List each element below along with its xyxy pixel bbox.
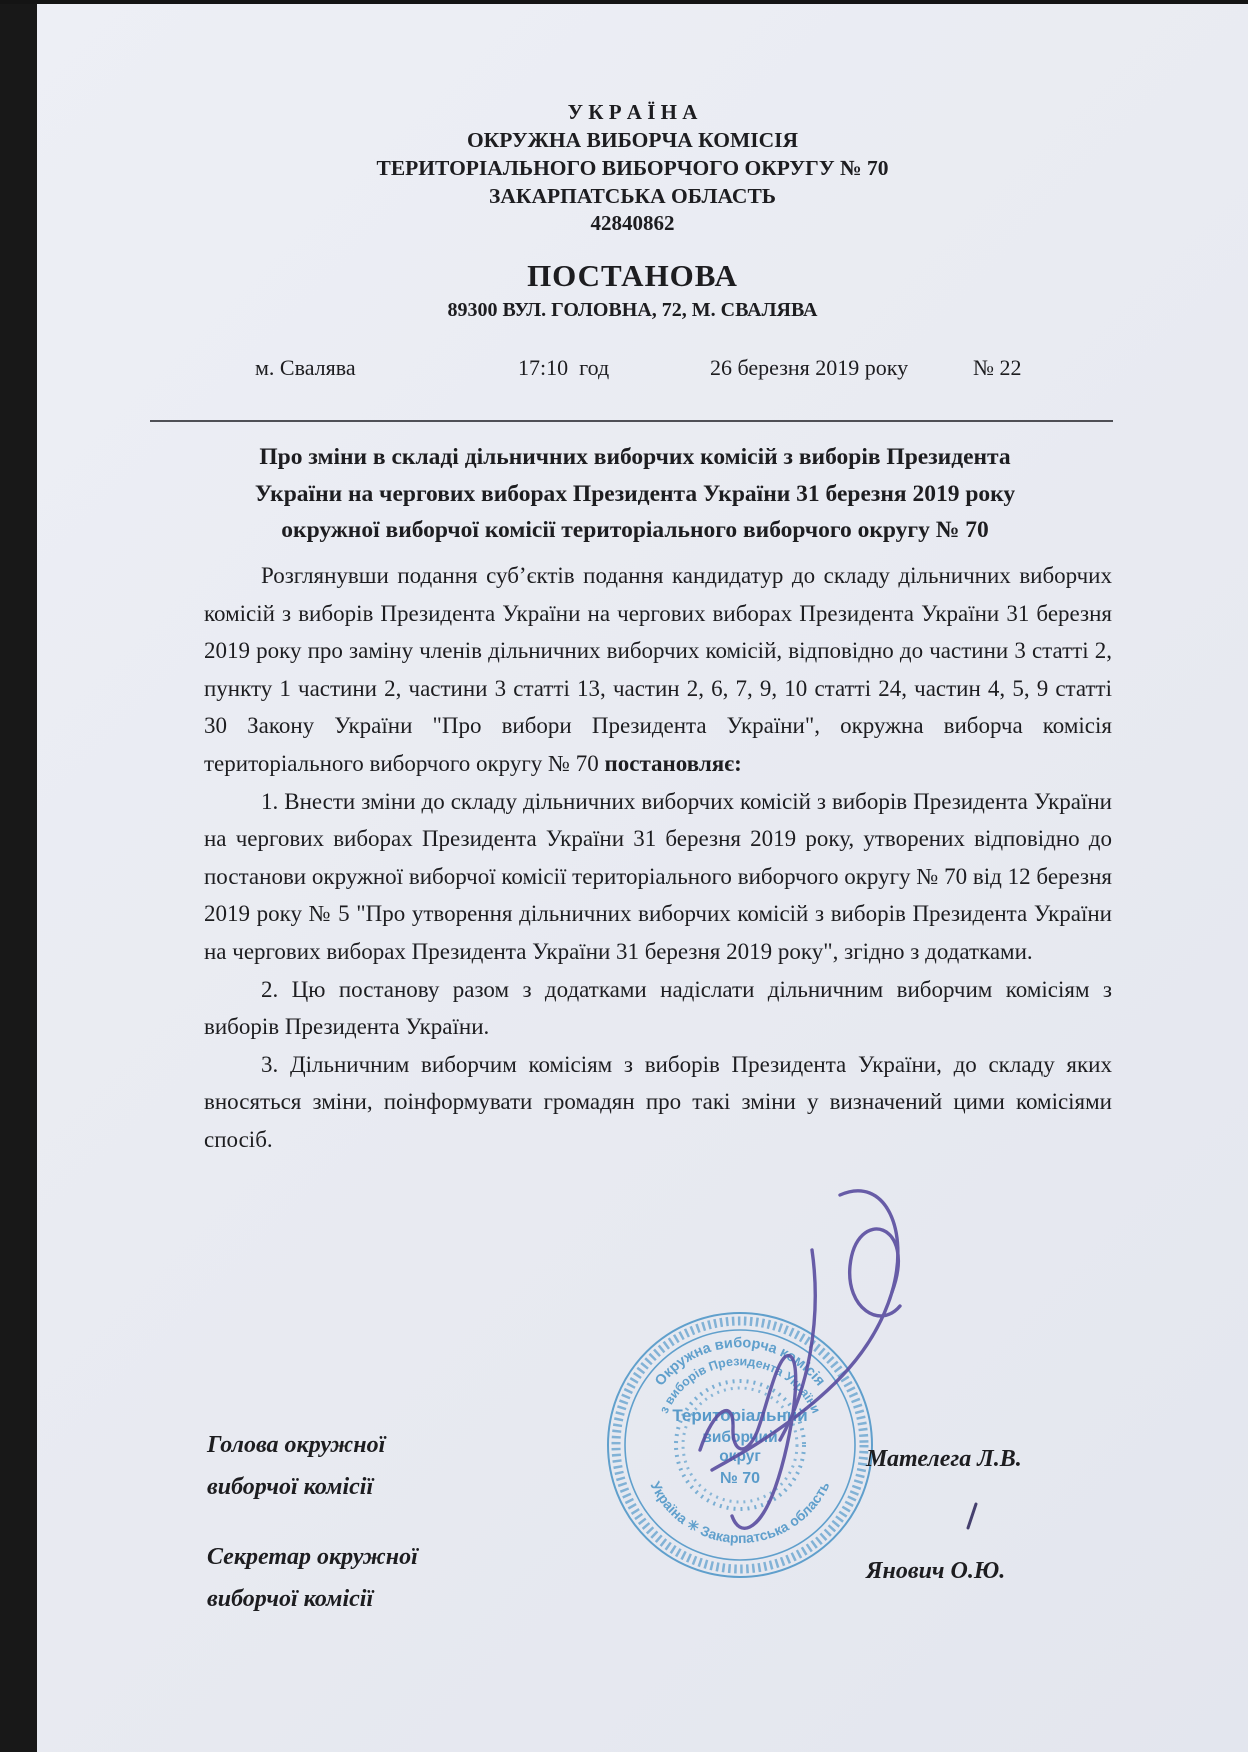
sig1-role-line1: Голова окружної	[207, 1432, 386, 1458]
stamp-center-line1: Територіальний	[672, 1406, 808, 1425]
subject-title-line2: України на чергових виборах Президента України 31 березня 2019 року	[254, 480, 1016, 507]
resolves-word: постановляє:	[604, 750, 742, 776]
resolution-item-1: 1. Внести зміни до складу дільничних виборчих комісій з виборів Президента України на чергових виборах Президента України 31 березня 2019 року, утворених відповідно до постанови окружної виборчої комісії територіального виборчого округу № 70 від 12 березня 2019 року № 5 "Про утворення дільничних виборчих комісій з виборів Президента України на чергових виборах Президента України 31 березня 2019 року", згідно з додатками.	[204, 788, 1112, 964]
subject-title-line3: окружної виборчої комісії територіального виборчого округу № 70	[281, 517, 989, 544]
signature-stroke-loop	[850, 1229, 900, 1316]
meta-place: м. Свалява	[255, 355, 356, 380]
subject-title-line1: Про зміни в складі дільничних виборчих комісій з виборів Президента	[259, 444, 1011, 470]
stamp-ring-text-top: Окружна виборча комісія	[652, 1335, 829, 1390]
stamp-center-line2: виборчий	[702, 1429, 778, 1446]
letterhead-country: У К Р А Ї Н А	[567, 100, 698, 124]
scan-edge-left	[0, 0, 37, 1752]
meta-date: 26 березня 2019 року	[710, 355, 909, 380]
letterhead-address: 89300 ВУЛ. ГОЛОВНА, 72, М. СВАЛЯВА	[447, 299, 818, 321]
document-body	[204, 557, 1112, 1159]
sig1-name: Мателега Л.В.	[866, 1446, 1022, 1472]
subject-title	[168, 439, 1102, 549]
stamp-center-line3: округ	[719, 1448, 761, 1465]
sig2-name: Янович О.Ю.	[866, 1558, 1006, 1584]
signature-tick-mark	[968, 1504, 976, 1528]
stamp-center-line4: № 70	[719, 1470, 761, 1487]
resolution-item-2: 2. Цю постанову разом з додатками надіслати дільничним виборчим комісіям з виборів Президента України.	[204, 976, 1112, 1040]
preamble-text: Розглянувши подання суб’єктів подання кандидатур до складу дільничних виборчих комісій з виборів Президента України на чергових виборах Президента України 31 березня 2019 року про заміну членів дільничних виборчих комісій, відповідно до частини 3 статті 2, пункту 1 частини 2, частини 3 статті 13, частин 2, 6, 7, 9, 10 статті 24, частин 4, 5, 9 статті 30 Закону України "Про вибори Президента України", окружна виборча комісія територіального виборчого округу № 70	[204, 563, 1112, 776]
sig1-role-line2: виборчої комісії	[207, 1474, 374, 1500]
stamp-ring-text-bottom: Україна ✳ Закарпатська область	[647, 1478, 833, 1547]
signature-stroke-descender	[780, 1250, 815, 1440]
resolution-item-3: 3. Дільничним виборчим комісіям з виборів Президента України, до складу яких вносяться зміни, поінформувати громадян про такі зміни у визначений цими комісіями спосіб.	[204, 1051, 1112, 1152]
stamp-ring-text-top2: з виборів Президента України	[656, 1354, 824, 1416]
signature-stroke-flourish	[700, 1356, 796, 1529]
signature-stroke-main	[712, 1191, 898, 1470]
letterhead-code: 42840862	[590, 211, 675, 235]
letterhead-region: ЗАКАРПАТСЬКА ОБЛАСТЬ	[488, 184, 777, 208]
document-type-title: ПОСТАНОВА	[527, 258, 738, 293]
handwritten-signatures	[600, 1150, 1160, 1580]
letterhead-org-line1: ОКРУЖНА ВИБОРЧА КОМІСІЯ	[466, 128, 799, 152]
horizontal-rule	[150, 420, 1113, 422]
sig2-role-line2: виборчої комісії	[207, 1586, 374, 1612]
sig2-role-line1: Секретар окружної	[207, 1544, 418, 1570]
scan-edge-top	[0, 0, 1248, 4]
meta-number: № 22	[973, 355, 1022, 380]
preamble-paragraph	[204, 557, 1112, 783]
letterhead-org-line2: ТЕРИТОРІАЛЬНОГО ВИБОРЧОГО ОКРУГУ № 70	[376, 156, 889, 180]
meta-time: 17:10 год	[518, 355, 610, 380]
